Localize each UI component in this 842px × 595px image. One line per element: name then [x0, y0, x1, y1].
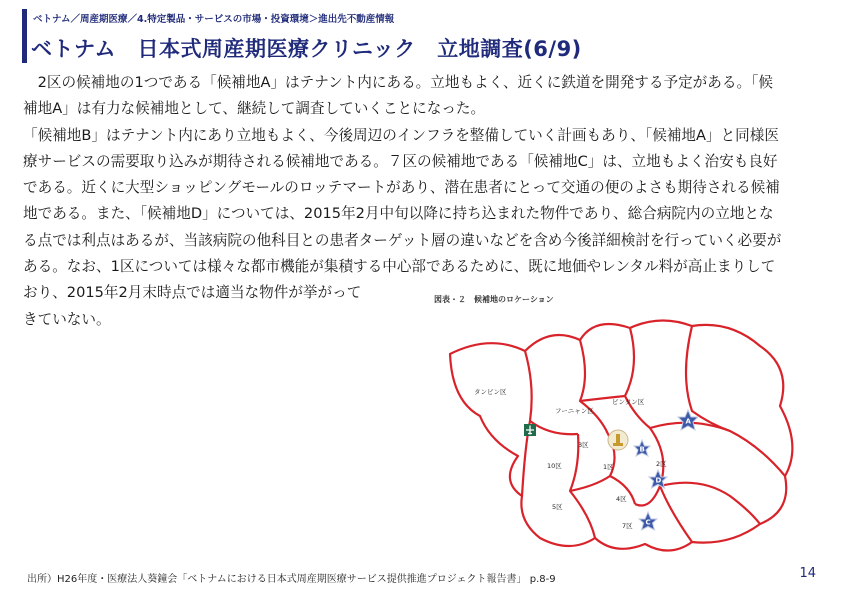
title-accent-bar: [22, 9, 27, 63]
district-map: [430, 306, 815, 558]
page-number: 14: [799, 566, 816, 581]
district-label-1: 1区: [603, 463, 614, 471]
page-title: ベトナム 日本式周産期医療クリニック 立地調査(6/9): [31, 37, 582, 61]
district-label-5: 5区: [552, 503, 563, 511]
body-line: きていない。: [23, 310, 111, 328]
body-line: である。近くに大型ショッピングモールのロッテマートがあり、潜在患者にとって交通の便のよさも期待される候補: [23, 179, 780, 197]
landmark-icon: [608, 430, 628, 450]
district-label-7: 7区: [622, 522, 633, 530]
body-line: ある。なお、1区については様々な都市機能が集積する中心部であるために、既に地価やレンタル料が高止まりして: [23, 258, 776, 276]
district-label-10: 10区: [547, 462, 562, 470]
marker-label-c: C: [645, 518, 651, 527]
marker-label-a: A: [685, 417, 691, 426]
candidate-marker-b: [634, 440, 650, 456]
district-label-binhthanh: ビンタン区: [612, 398, 645, 406]
body-line: 2区の候補地の1つである「候補地A」はテナント内にある。立地もよく、近くに鉄道を開発する予定がある。「候: [23, 74, 773, 91]
district-label-4: 4区: [616, 495, 627, 503]
district-boundary: [635, 486, 660, 506]
marker-label-b: B: [639, 445, 645, 454]
district-label-tanbinh: タンビン区: [474, 388, 507, 396]
district-boundary: [525, 351, 578, 434]
district-boundary: [625, 328, 650, 428]
body-text: [23, 70, 819, 333]
district-boundary: [650, 423, 785, 476]
district-boundary: [570, 476, 610, 491]
map-caption: 図表・２ 候補地のロケーション: [434, 295, 554, 304]
airplane-icon: [524, 424, 536, 436]
candidate-marker-c: [639, 512, 657, 530]
source-citation: 出所）H26年度・医療法人葵鐘会「ベトナムにおける日本式周産期医療サービス提供推進プロジェクト報告書」 p.8-9: [27, 574, 556, 585]
body-line: 「候補地B」はテナント内にあり立地もよく、今後周辺のインフラを整備していく計画もあり、「候補地A」と同様医: [23, 126, 779, 144]
marker-label-d: D: [655, 476, 662, 485]
district-label-2: 2区: [656, 460, 667, 468]
breadcrumb: ベトナム／周産期医療／4.特定製品・サービスの市場・投資環境＞進出先不動産情報: [33, 14, 395, 25]
body-line: 地である。また、「候補地D」については、2015年2月中旬以降に持ち込まれた物件であり、総合病院内の立地とな: [23, 205, 774, 223]
body-line: おり、2015年2月末時点では適当な物件が挙がって: [23, 284, 362, 302]
district-boundary: [686, 326, 730, 431]
district-label-phunhuan: フーニャン区: [555, 407, 594, 415]
body-line: る点では利点はあるが、当該病院の他科目との患者ターゲット層の違いなどを含め今後詳細検討を行っていく必要が: [23, 231, 782, 249]
body-line: 補地A」は有力な候補地として、継続して調査していくことになった。: [23, 100, 486, 118]
district-label-3: 3区: [578, 441, 589, 449]
body-line: 療サービスの需要取り込みが期待される候補地である。７区の候補地である「候補地C」は、立地もよく治安も良好: [23, 152, 778, 170]
district-boundary: [580, 340, 608, 434]
